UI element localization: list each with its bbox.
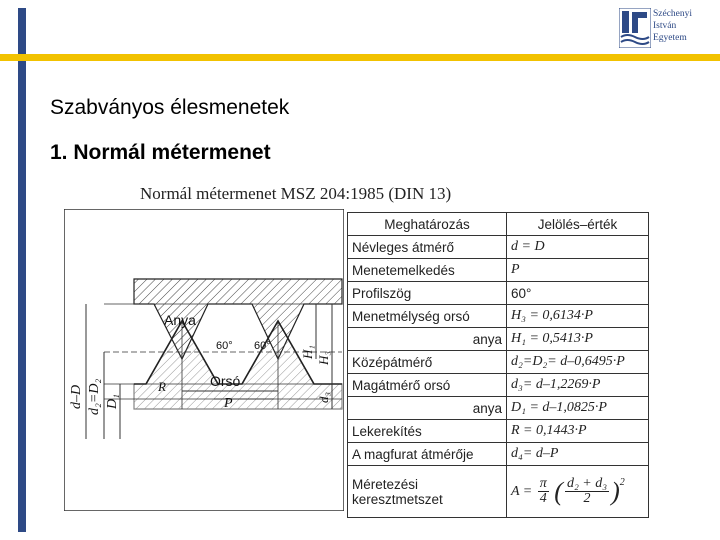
row-value: 60° — [507, 282, 649, 305]
label-d2-D2: d₂=D₂ — [87, 378, 102, 415]
label-H3: H₃ — [316, 351, 331, 365]
row-name: Menetemelkedés — [348, 259, 507, 282]
row-name: Lekerekítés — [348, 420, 507, 443]
row-value: d₄= d–P — [507, 443, 649, 466]
table-row — [348, 466, 649, 518]
thread-figure — [64, 209, 650, 511]
table-row — [348, 236, 649, 259]
left-accent-bar — [18, 8, 26, 532]
row-name: anya — [348, 397, 507, 420]
row-value: H₃ = 0,6134·P — [507, 305, 649, 328]
label-d-D: d–D — [69, 384, 84, 409]
row-name-line-1: Méretezési — [352, 476, 419, 492]
table-row — [348, 351, 649, 374]
row-name: Menetmélység orsó — [348, 305, 507, 328]
row-name: Magátmérő orsó — [348, 374, 507, 397]
row-value: d₃= d–1,2269·P — [507, 374, 649, 397]
label-D1: D₁ — [105, 394, 120, 409]
table-row — [348, 397, 649, 420]
slide-heading: 1. Normál métermenet — [50, 141, 271, 164]
table-row — [348, 374, 649, 397]
table-header-row — [348, 213, 649, 236]
denominator-four: 4 — [539, 491, 547, 506]
fraction-numerator: d₂ + d₃ — [566, 476, 608, 491]
label-bolt: Orsó — [210, 373, 241, 389]
pi-over-4 — [538, 477, 549, 506]
header-value: Jelölés–érték — [507, 213, 649, 236]
row-name: Profilszög — [348, 282, 507, 305]
label-angle-right: 60° — [254, 340, 271, 352]
formula-cell — [507, 466, 649, 518]
table-row — [348, 305, 649, 328]
label-d3: d₃ — [316, 391, 331, 403]
logo-line-3: Egyetem — [653, 33, 687, 43]
thread-parameter-table — [347, 212, 649, 518]
exponent: 2 — [619, 476, 625, 488]
row-name-line-2: keresztmetszet — [352, 491, 443, 507]
paren-open: ( — [554, 476, 563, 506]
row-value: P — [507, 259, 649, 282]
diameter-fraction — [565, 477, 609, 506]
logo-line-2: István — [653, 21, 677, 31]
row-value: D₁ = d–1,0825·P — [507, 397, 649, 420]
table-row — [348, 282, 649, 305]
label-H1: H₁ — [300, 345, 315, 359]
logo-mark-icon — [619, 8, 651, 48]
fraction-denominator: 2 — [583, 491, 591, 506]
label-nut: Anya — [164, 312, 196, 328]
slide-subtitle: Szabványos élesmenetek — [50, 96, 290, 119]
pi-symbol: π — [539, 476, 547, 491]
label-P: P — [224, 396, 233, 411]
formula-lhs: A = — [511, 483, 533, 499]
thread-profile-diagram — [64, 209, 344, 511]
row-name: A magfurat átmérője — [348, 443, 507, 466]
row-name — [348, 466, 507, 518]
label-R: R — [158, 379, 166, 394]
university-logo — [619, 6, 715, 52]
top-accent-bar — [0, 54, 720, 61]
row-value: d = D — [507, 236, 649, 259]
logo-line-1: Széchenyi — [653, 9, 693, 19]
row-name: anya — [348, 328, 507, 351]
label-angle-left: 60° — [216, 340, 233, 352]
row-value: R = 0,1443·P — [507, 420, 649, 443]
row-name: Névleges átmérő — [348, 236, 507, 259]
paren-close: ) — [611, 476, 620, 506]
figure-title: Normál métermenet MSZ 204:1985 (DIN 13) — [140, 184, 452, 203]
row-value: d₂=D₂= d–0,6495·P — [507, 351, 649, 374]
table-row — [348, 259, 649, 282]
header-definition: Meghatározás — [348, 213, 507, 236]
table-row — [348, 420, 649, 443]
table-row — [348, 443, 649, 466]
table-row — [348, 328, 649, 351]
row-name: Középátmérő — [348, 351, 507, 374]
row-value: H₁ = 0,5413·P — [507, 328, 649, 351]
